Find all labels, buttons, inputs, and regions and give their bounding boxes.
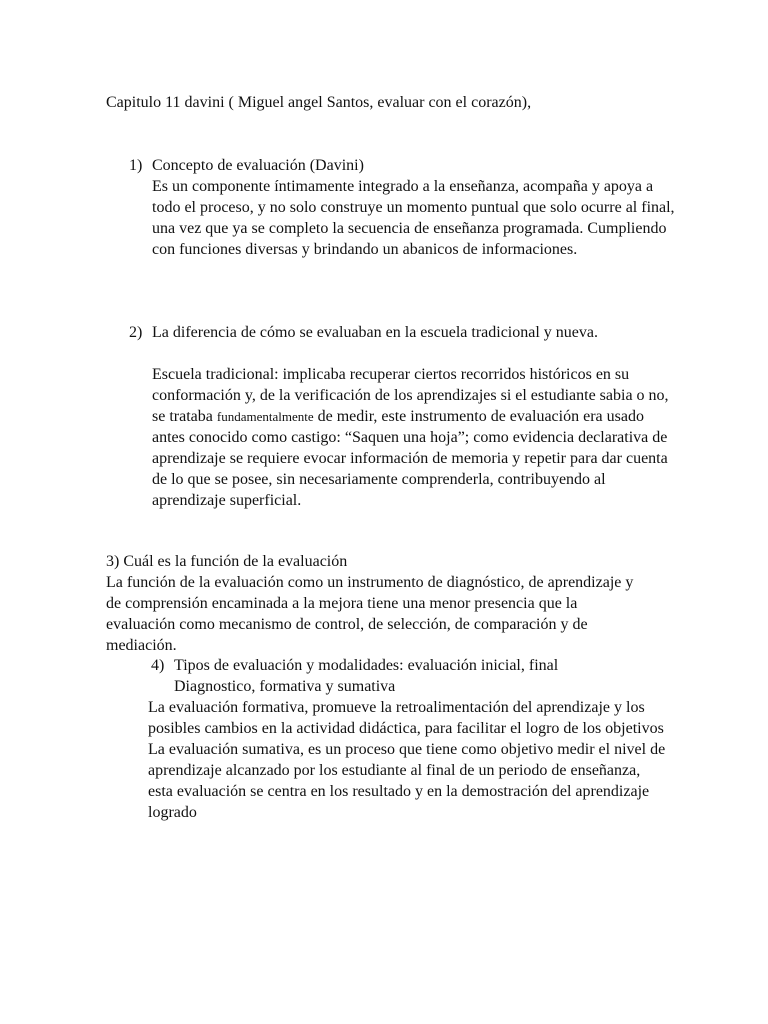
section-heading-line1: Tipos de evaluación y modalidades: evaluación inicial, final (174, 657, 559, 674)
section-heading: 3) Cuál es la función de la evaluación (106, 553, 348, 570)
list-number: 4) (151, 657, 165, 674)
section-heading: La diferencia de cómo se evaluaban en la escuela tradicional y nueva. (152, 324, 598, 341)
section-body (152, 364, 672, 511)
list-number: 1) (129, 157, 143, 174)
body-text-part1: Escuela tradicional: implicaba recuperar ciertos recorridos históricos en su conformación y, de la verificación de los aprendizajes si el estudiante sabia o no, se trataba (152, 366, 669, 425)
section-heading-line2: Diagnostico, formativa y sumativa (174, 678, 396, 695)
section-heading: Concepto de evaluación (Davini) (152, 157, 364, 174)
body-text-part2: de medir, este instrumento de evaluación era usado antes conocido como castigo: “Saquen una hoja”; como evidencia declarativa de aprendizaje se requiere evocar información de memoria y repetir para dar cuenta de lo que se posee, sin necesariamente comprenderla, contribuyendo al aprendizaje superficial. (152, 408, 668, 509)
body-text-small: fundamentalmente (216, 409, 314, 424)
formativa-paragraph: La evaluación formativa, promueve la retroalimentación del aprendizaje y los posibles cambios en la actividad didáctica, para facilitar el logro de los objetivos (148, 699, 664, 737)
document-title: Capitulo 11 davini ( Miguel angel Santos, evaluar con el corazón), (106, 94, 532, 111)
section-body: La función de la evaluación como un instrumento de diagnóstico, de aprendizaje y de comprensión encaminada a la mejora tiene una menor presencia que la evaluación como mecanismo de control, de selección, de comparación y de mediación. (106, 574, 634, 654)
sumativa-paragraph: La evaluación sumativa, es un proceso que tiene como objetivo medir el nivel de aprendizaje alcanzado por los estudiante al final de un periodo de enseñanza, esta evaluación se centra en los resultado y en la demostración del aprendizaje logrado (148, 741, 666, 821)
section-body: Es un componente íntimamente integrado a la enseñanza, acompaña y apoya a todo el proceso, y no solo construye un momento puntual que solo ocurre al final, una vez que ya se completo la secuencia de enseñanza programada. Cumpliendo con funciones diversas y brindando un abanicos de informaciones. (152, 178, 675, 258)
section-3 (106, 551, 646, 656)
list-number: 2) (129, 324, 143, 341)
